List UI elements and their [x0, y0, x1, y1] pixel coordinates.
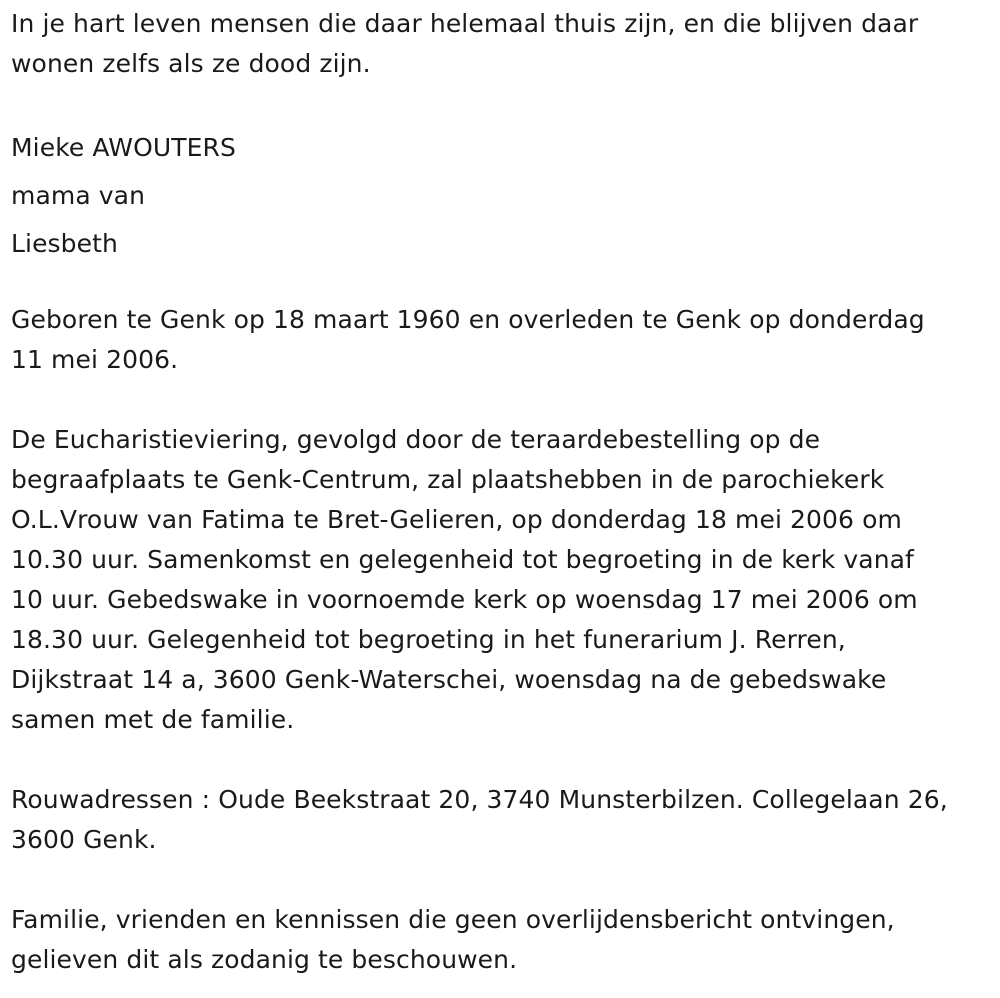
quote-paragraph — [11, 4, 1000, 84]
spacer — [11, 268, 1000, 300]
spacer — [11, 84, 1000, 124]
spacer — [11, 380, 1000, 420]
ceremony-paragraph — [11, 420, 1000, 740]
deceased-child: Liesbeth — [11, 229, 118, 258]
deceased-block — [11, 124, 1000, 268]
addresses-line-2: 3600 Genk. — [11, 825, 157, 854]
ceremony-line-1: De Eucharistieviering, gevolgd door de teraardebestelling op de — [11, 425, 821, 454]
ceremony-line-4: 10.30 uur. Samenkomst en gelegenheid tot begroeting in de kerk vanaf — [11, 545, 914, 574]
deceased-relation: mama van — [11, 181, 146, 210]
addresses-paragraph — [11, 780, 1000, 860]
birth-death-line-2: 11 mei 2006. — [11, 345, 179, 374]
addresses-line-1: Rouwadressen : Oude Beekstraat 20, 3740 Munsterbilzen. Collegelaan 26, — [11, 785, 948, 814]
ceremony-line-6: 18.30 uur. Gelegenheid tot begroeting in het funerarium J. Rerren, — [11, 625, 846, 654]
quote-line-1: In je hart leven mensen die daar helemaal thuis zijn, en die blijven daar — [11, 9, 919, 38]
ceremony-line-3: O.L.Vrouw van Fatima te Bret-Gelieren, op donderdag 18 mei 2006 om — [11, 505, 902, 534]
spacer — [11, 740, 1000, 780]
birth-death-line-1: Geboren te Genk op 18 maart 1960 en overleden te Genk op donderdag — [11, 305, 925, 334]
ceremony-line-7: Dijkstraat 14 a, 3600 Genk-Waterschei, woensdag na de gebedswake — [11, 665, 887, 694]
birth-death-paragraph — [11, 300, 1000, 380]
ceremony-line-5: 10 uur. Gebedswake in voornoemde kerk op woensdag 17 mei 2006 om — [11, 585, 918, 614]
quote-line-2: wonen zelfs als ze dood zijn. — [11, 49, 371, 78]
spacer — [11, 860, 1000, 900]
closing-line-1: Familie, vrienden en kennissen die geen overlijdensbericht ontvingen, — [11, 905, 895, 934]
ceremony-line-2: begraafplaats te Genk-Centrum, zal plaatshebben in de parochiekerk — [11, 465, 885, 494]
ceremony-line-8: samen met de familie. — [11, 705, 295, 734]
deceased-name: Mieke AWOUTERS — [11, 133, 236, 162]
closing-paragraph — [11, 900, 1000, 980]
closing-line-2: gelieven dit als zodanig te beschouwen. — [11, 945, 518, 974]
